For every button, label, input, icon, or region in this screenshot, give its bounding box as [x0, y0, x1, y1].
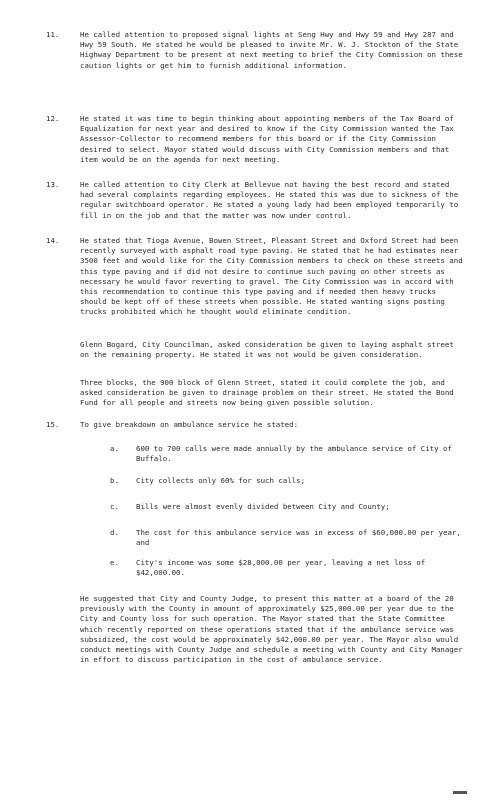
item-text: He called attention to City Clerk at Bellevue not having the best record and stated had several complaints regarding employees. He stated this was due to sickness of the regular switchboard operator. He stated a young lady had been employed temporarily to fill in on the job and that the matter was now under control. — [80, 180, 459, 220]
subitem-text: Bills were almost evenly divided between City and County; — [136, 502, 390, 511]
subitem-text: City's income was some $28,000.00 per year, leaving a net loss of $42,000.00. — [136, 558, 426, 578]
item-number: 13. — [46, 180, 60, 189]
page-mark — [453, 791, 467, 794]
subitem-text: 600 to 700 calls were made annually by the ambulance service of City of Buffalo. — [136, 444, 452, 464]
item-text: To give breakdown on ambulance service he stated: — [80, 420, 299, 429]
subitem-a — [110, 444, 466, 464]
item-number: 12. — [46, 114, 60, 123]
paragraph-glenn-street: Three blocks, the 900 block of Glenn Street, stated it could complete the job, and asked consideration be given to drainage problem on their street. He stated the Bond Fund for all people and streets now being given possible solution. — [80, 378, 454, 408]
closing-paragraph: He suggested that City and County Judge, to present this matter at a board of the 20 previously with the County in amount of approximately $25,000.00 per year due to the City and County loss for such operation. The Mayor stated that the State Committee which recently reported on these operations stated that if the ambulance service was subsidized, the cost would be approximately $42,000.00 per year. The Mayor also would conduct meetings with County Judge and schedule a meeting with County and City Manager in effort to discuss participation in the cost of ambulance service. — [80, 594, 463, 665]
item-number: 11. — [46, 30, 60, 39]
item-number: 14. — [46, 236, 60, 245]
subitem-c — [110, 502, 466, 512]
subitem-label: d. — [110, 528, 119, 537]
paragraph-bogard: Glenn Bogard, City Councilman, asked consideration be given to laying asphalt street on the remaining property. He stated it was not would be given consideration. — [80, 340, 454, 360]
subitem-e — [110, 558, 466, 578]
subitem-label: a. — [110, 444, 119, 453]
subitem-label: b. — [110, 476, 119, 485]
subitem-text: City collects only 60% for such calls; — [136, 476, 306, 485]
item-text: He stated that Tioga Avenue, Bowen Street, Pleasant Street and Oxford Street had been recently surveyed with asphalt road type paving. He stated that he had estimates near 3500 feet and would like for the City Commission members to check on these streets and this type paving and if did not desire to continue such paving on other streets as necessary he would favor reverting to gravel. The City Commission was in accord with this recommendation to continue this type paving and if needed then heavy trucks should be kept off of these streets when possible. He stated wanting signs posting trucks prohibited which he thought would eliminate condition. — [80, 236, 463, 317]
item-number: 15. — [46, 420, 60, 429]
minutes-item-13 — [46, 180, 466, 221]
minutes-item-11 — [46, 30, 466, 71]
minutes-item-15 — [46, 420, 466, 430]
subitem-d — [110, 528, 466, 548]
item-text: He stated it was time to begin thinking about appointing members of the Tax Board of Equalization for next year and desired to know if the City Commission wanted the Tax Assessor-Collector to recommend members for this board or if the City Commission desired to select. Mayor stated would discuss with City Commission members and that item would be on the agenda for next meeting. — [80, 114, 454, 164]
subitem-b — [110, 476, 466, 486]
minutes-item-14 — [46, 236, 466, 318]
item-text: He called attention to proposed signal lights at Seng Hwy and Hwy 59 and Hwy 287 and Hwy 59 South. He stated he would be pleased to invite Mr. W. J. Stockton of the State Highway Department to be present at next meeting to brief the City Commission on these caution lights or get him to furnish additional information. — [80, 30, 463, 70]
subitem-text: The cost for this ambulance service was in excess of $60,000.00 per year, and — [136, 528, 461, 548]
subitem-label: e. — [110, 558, 119, 567]
subitem-label: c. — [110, 502, 119, 511]
minutes-item-12 — [46, 114, 466, 165]
